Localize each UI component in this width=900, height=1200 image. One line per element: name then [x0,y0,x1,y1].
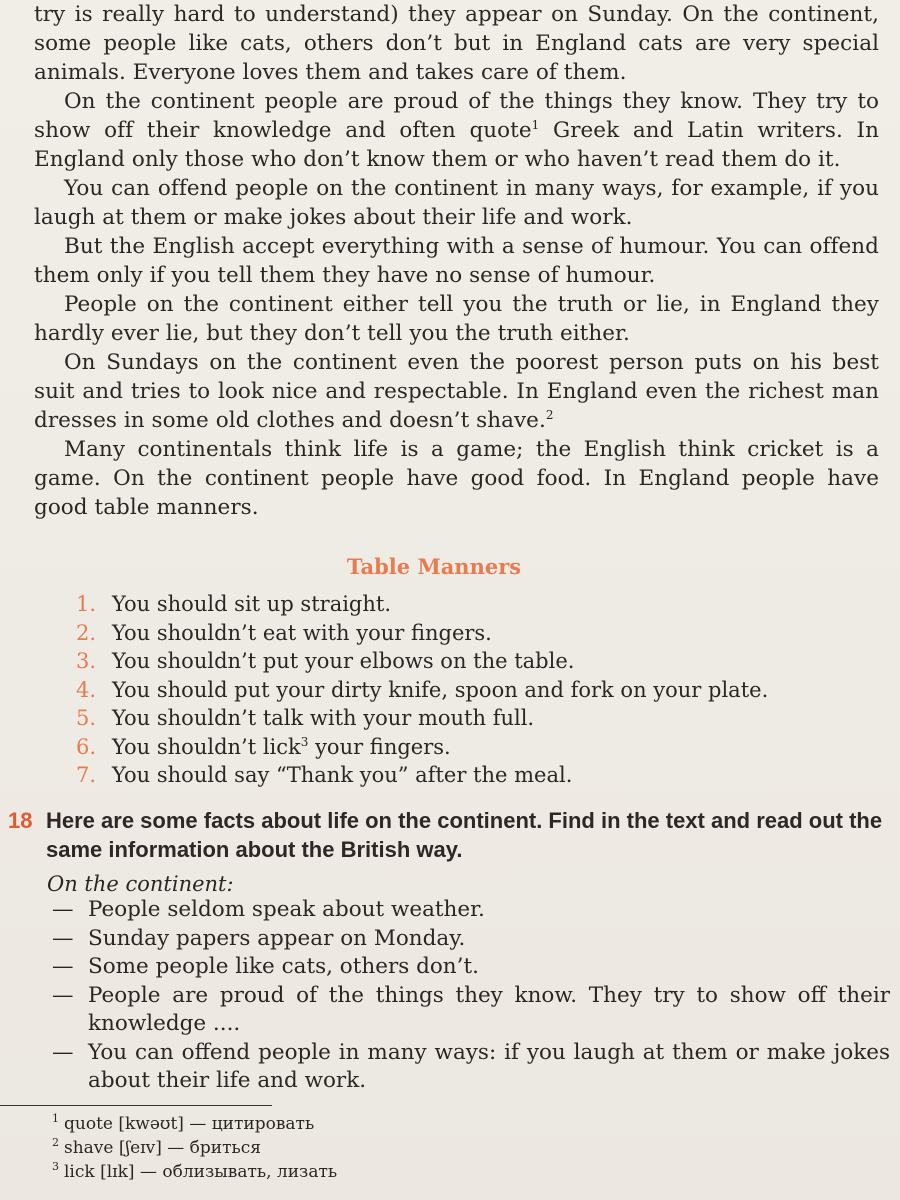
list-item [76,733,896,762]
fact-text: Some people like cats, others don’t. [88,954,479,979]
fact-item [52,982,890,1039]
item-text: You shouldn’t lick [112,734,301,759]
footnote-number: 1 [52,1112,59,1126]
item-number: 2. [76,620,97,645]
paragraph [34,348,879,435]
list-item [76,590,896,619]
fact-item [52,925,890,954]
item-number: 3. [76,649,97,673]
footnote-number: 2 [52,1136,59,1150]
footnote-text: shave [ʃeɪv] — бриться [64,1138,262,1158]
dash: — [52,1039,74,1065]
item-number: 6. [76,734,97,759]
item-text: You should sit up straight. [112,592,392,616]
footnote-text: quote [kwəʊt] — цитировать [64,1114,315,1134]
item-text: You should put your dirty knife, spoon and fork on your plate. [112,677,769,702]
item-text: You should say “Thank you” after the meal. [112,763,573,787]
paragraph: People on the continent either tell you the truth or lie, in England they hardly ever lie, but they don’t tell you the truth either. [34,292,879,346]
footnotes [52,1112,552,1184]
footnote-number: 3 [52,1160,59,1174]
item-text: You shouldn’t talk with your mouth full. [112,706,535,730]
footnote [52,1112,552,1136]
paragraph: Many continentals think life is a game; the English think cricket is a game. On the continent people have good food. In England people have good table manners. [34,437,879,520]
footnote-rule [0,1105,272,1106]
footnote [52,1160,552,1184]
fact-item [52,1039,890,1096]
paragraph-part: On the continent people are proud of the things they know. They try to show off their knowledge and often quote [34,89,879,143]
list-item [76,704,896,733]
item-text: You shouldn’t eat with your fingers. [112,620,492,645]
footnote-text: lick [lɪk] — облизывать, лизать [64,1162,338,1182]
fact-text: Sunday papers appear on Monday. [88,925,466,951]
fact-text: You can offend people in many ways: if you laugh at them or make jokes about their life and work. [88,1039,890,1093]
dash: — [52,925,74,951]
dash: — [52,954,74,979]
fact-item [52,896,890,925]
paragraph-part: Greek and Latin writers. In England only those who don’t know them or who haven’t read them do it. [34,118,879,172]
list-item [76,619,896,648]
facts-list [52,896,890,1096]
footnote-marker: 1 [531,117,540,132]
paragraph [34,87,879,174]
table-manners-list [76,590,896,790]
list-item [76,676,896,705]
footnote [52,1136,552,1160]
list-item [76,647,896,676]
fact-item [52,953,890,982]
dash: — [52,982,74,1008]
fact-text: People seldom speak about weather. [88,897,485,922]
paragraph: But the English accept everything with a sense of humour. You can offend them only if you tell them they have no sense of humour. [34,234,879,288]
exercise-18 [8,806,898,864]
item-number: 4. [76,677,97,702]
exercise-subheading: On the continent: [47,872,234,896]
exercise-number: 18 [8,808,33,833]
item-text: You shouldn’t put your elbows on the table. [112,649,575,673]
main-text [34,0,879,522]
paragraph-part: On Sundays on the continent even the poorest person puts on his best suit and tries to look nice and respectable. In England even the richest man dresses in some old clothes and doesn’t shave. [34,350,879,433]
list-item [76,761,896,790]
fact-text: People are proud of the things they know. They try to show off their knowledge .... [88,982,890,1036]
footnote-marker: 2 [545,407,554,422]
item-number: 5. [76,706,97,730]
item-number: 7. [76,763,97,787]
paragraph: You can offend people on the continent in many ways, for example, if you laugh at them or make jokes about their life and work. [34,176,879,230]
dash: — [52,897,74,922]
item-number: 1. [76,592,97,616]
footnote-marker: 3 [300,734,309,749]
table-manners-title: Table Manners [346,554,522,579]
item-text: your fingers. [308,734,451,759]
exercise-instruction: Here are some facts about life on the continent. Find in the text and read out the same information about the British way. [46,808,883,862]
paragraph: try is really hard to understand) they appear on Sunday. On the continent, some people like cats, others don’t but in England cats are very special animals. Everyone loves them and takes care of them. [34,2,879,85]
